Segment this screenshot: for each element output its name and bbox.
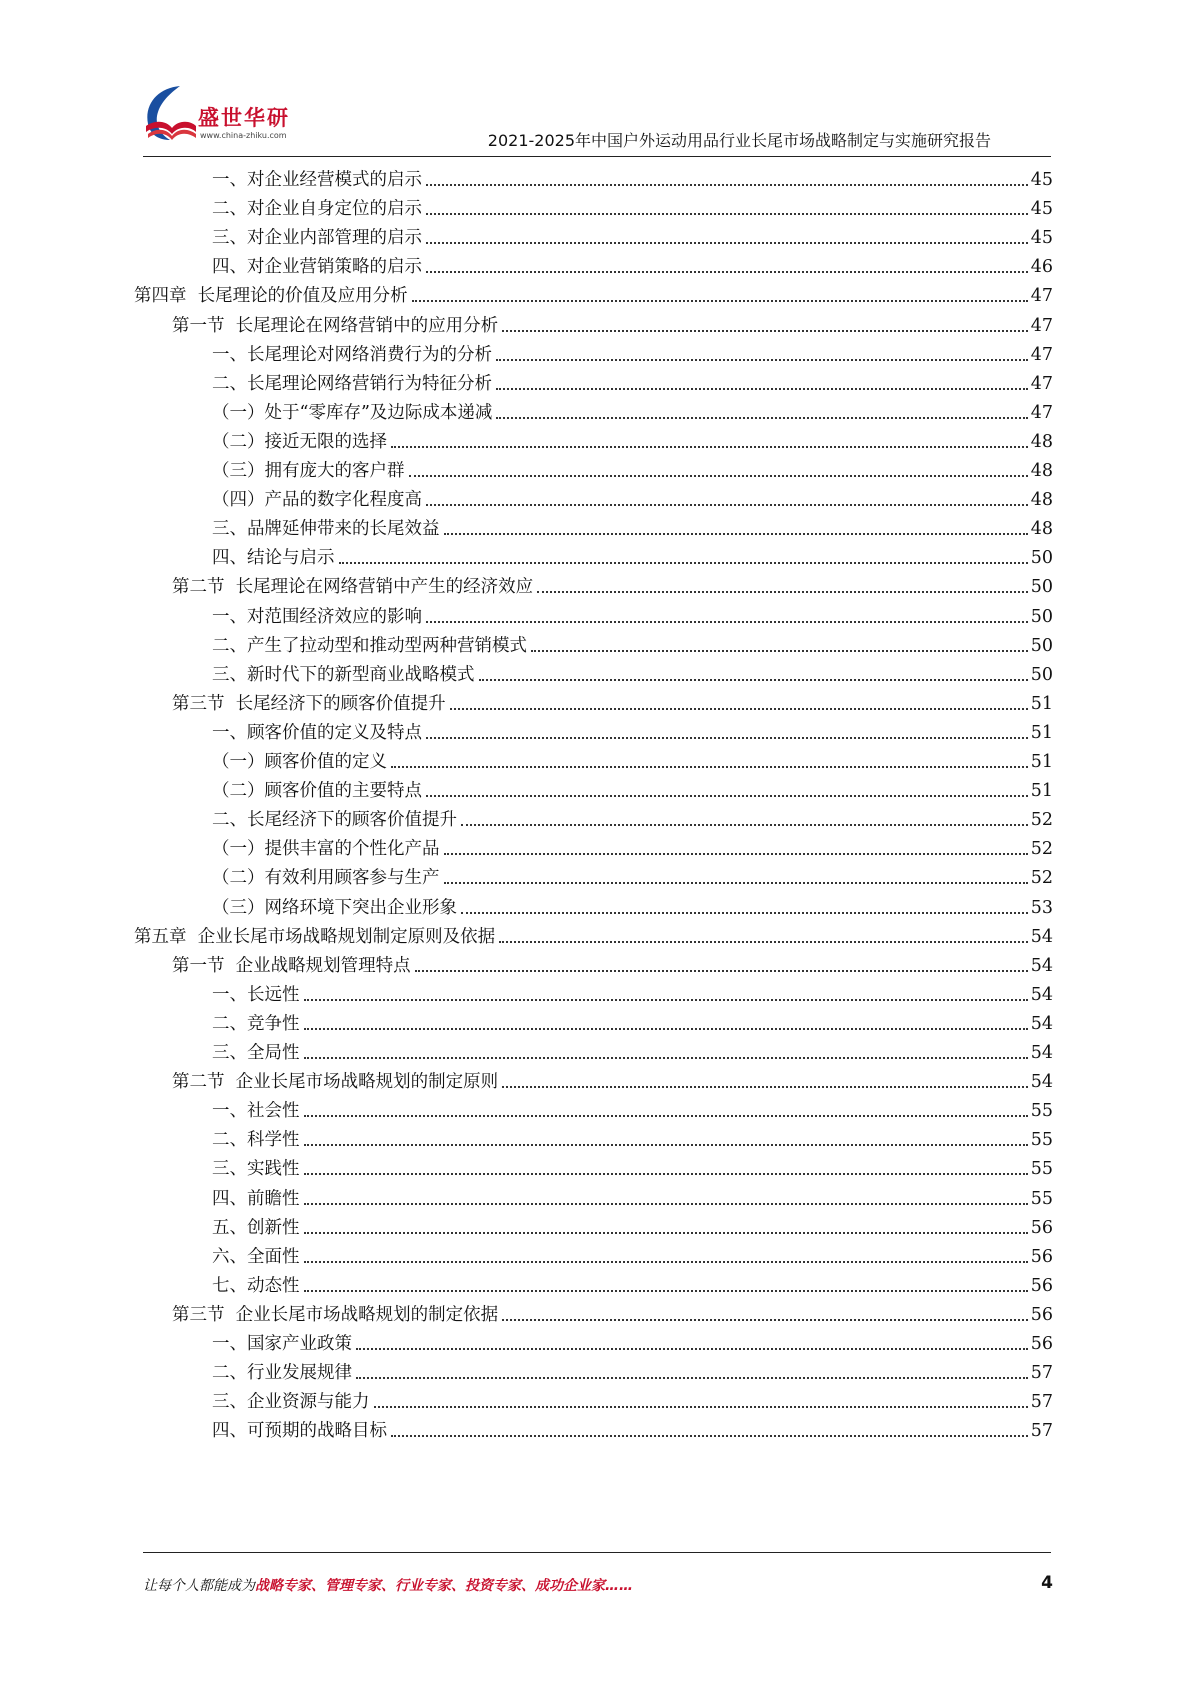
toc-entry-label: 四、可预期的战略目标 bbox=[212, 1421, 387, 1442]
toc-entry-page: 51 bbox=[1030, 752, 1053, 772]
toc-entry-label: 一、国家产业政策 bbox=[212, 1334, 352, 1354]
toc-entry[interactable] bbox=[212, 1382, 1053, 1413]
toc-entry[interactable] bbox=[212, 160, 1053, 191]
header-divider bbox=[143, 156, 1051, 157]
toc-entry-label: 第一节 企业战略规划管理特点 bbox=[172, 955, 411, 976]
toc-entry[interactable] bbox=[172, 567, 1053, 598]
toc-entry[interactable] bbox=[212, 218, 1053, 249]
toc-leader-dots bbox=[415, 969, 1028, 972]
toc-entry-label: （二）有效利用顾客参与生产 bbox=[212, 868, 440, 889]
toc-entry-label: 三、全局性 bbox=[212, 1043, 300, 1063]
toc-leader-dots bbox=[304, 1143, 1028, 1146]
toc-entry[interactable] bbox=[212, 364, 1053, 395]
toc-entry[interactable] bbox=[212, 771, 1053, 802]
toc-entry-page: 54 bbox=[1030, 1043, 1053, 1063]
toc-entry-label: 二、科学性 bbox=[212, 1130, 300, 1151]
toc-entry-page: 55 bbox=[1030, 1159, 1053, 1180]
toc-leader-dots bbox=[461, 911, 1028, 914]
toc-leader-dots bbox=[426, 183, 1028, 186]
toc-leader-dots bbox=[304, 1027, 1028, 1030]
toc-entry-page: 48 bbox=[1030, 431, 1053, 452]
toc-leader-dots bbox=[426, 736, 1028, 739]
toc-entry-page: 57 bbox=[1030, 1421, 1053, 1442]
toc-entry-page: 53 bbox=[1030, 897, 1053, 918]
toc-entry-label: 一、长远性 bbox=[212, 984, 300, 1005]
toc-leader-dots bbox=[479, 678, 1028, 681]
toc-entry-page: 54 bbox=[1030, 1013, 1053, 1034]
toc-entry[interactable] bbox=[212, 1033, 1053, 1064]
toc-leader-dots bbox=[304, 998, 1028, 1001]
toc-entry-page: 52 bbox=[1030, 868, 1053, 889]
toc-entry-page: 51 bbox=[1030, 693, 1053, 714]
toc-entry-page: 45 bbox=[1030, 199, 1053, 220]
toc-entry[interactable] bbox=[212, 393, 1053, 424]
toc-entry[interactable] bbox=[212, 655, 1053, 686]
toc-entry[interactable] bbox=[212, 1353, 1053, 1384]
toc-leader-dots bbox=[496, 387, 1028, 390]
toc-entry-page: 47 bbox=[1030, 373, 1053, 394]
toc-entry-page: 45 bbox=[1030, 170, 1053, 190]
toc-entry-page: 55 bbox=[1030, 1188, 1053, 1209]
toc-entry-label: 第三节 企业长尾市场战略规划的制定依据 bbox=[172, 1304, 499, 1325]
toc-entry-label: 一、对范围经济效应的影响 bbox=[212, 606, 422, 627]
logo-name: 盛世华研 bbox=[198, 106, 290, 130]
toc-entry-page: 56 bbox=[1030, 1304, 1053, 1325]
toc-entry-page: 45 bbox=[1030, 228, 1053, 249]
page-number: 4 bbox=[1041, 1573, 1053, 1593]
toc-entry-page: 47 bbox=[1030, 315, 1053, 336]
toc-entry-label: 二、产生了拉动型和推动型两种营销模式 bbox=[212, 635, 527, 656]
toc-entry-page: 50 bbox=[1030, 635, 1053, 656]
footer-slogan bbox=[143, 1575, 633, 1595]
toc-entry-label: 二、长尾理论网络营销行为特征分析 bbox=[212, 373, 492, 394]
toc-leader-dots bbox=[339, 561, 1028, 564]
toc-entry-label: 三、实践性 bbox=[212, 1159, 300, 1180]
toc-entry-page: 47 bbox=[1030, 286, 1053, 307]
toc-entry-label: 五、创新性 bbox=[212, 1217, 300, 1238]
toc-entry-label: 二、长尾经济下的顾客价值提升 bbox=[212, 810, 457, 831]
toc-entry[interactable] bbox=[212, 858, 1053, 889]
toc-entry-page: 54 bbox=[1030, 1072, 1053, 1093]
toc-entry[interactable] bbox=[212, 451, 1053, 482]
toc-entry[interactable] bbox=[212, 1208, 1053, 1239]
toc-entry-label: 七、动态性 bbox=[212, 1275, 300, 1296]
toc-entry-label: 第二节 长尾理论在网络营销中产生的经济效应 bbox=[172, 577, 534, 598]
toc-leader-dots bbox=[391, 1434, 1028, 1437]
toc-leader-dots bbox=[461, 823, 1028, 826]
toc-entry-page: 56 bbox=[1030, 1246, 1053, 1267]
toc-entry-page: 51 bbox=[1030, 781, 1053, 802]
toc-entry[interactable] bbox=[212, 800, 1053, 831]
toc-entry-page: 51 bbox=[1030, 722, 1053, 743]
toc-entry-page: 56 bbox=[1030, 1217, 1053, 1238]
toc-entry-page: 50 bbox=[1030, 548, 1053, 569]
toc-leader-dots bbox=[444, 532, 1028, 535]
toc-leader-dots bbox=[426, 270, 1028, 273]
toc-leader-dots bbox=[444, 881, 1028, 884]
toc-entry-label: （三）网络环境下突出企业形象 bbox=[212, 897, 457, 918]
toc-entry-page: 54 bbox=[1030, 926, 1053, 947]
toc-leader-dots bbox=[412, 299, 1028, 302]
logo-mark-icon bbox=[140, 82, 200, 144]
toc-leader-dots bbox=[304, 1202, 1028, 1205]
toc-entry-label: 第二节 企业长尾市场战略规划的制定原则 bbox=[172, 1072, 499, 1093]
toc-entry-page: 48 bbox=[1030, 490, 1053, 511]
toc-entry-page: 56 bbox=[1030, 1334, 1053, 1354]
toc-entry[interactable] bbox=[172, 1062, 1053, 1093]
toc-entry-page: 56 bbox=[1030, 1275, 1053, 1296]
toc-entry-label: 一、长尾理论对网络消费行为的分析 bbox=[212, 344, 492, 365]
toc-entry-page: 48 bbox=[1030, 519, 1053, 540]
toc-entry-page: 46 bbox=[1030, 257, 1053, 278]
toc-leader-dots bbox=[304, 1289, 1028, 1292]
toc-leader-dots bbox=[496, 416, 1027, 419]
toc-entry[interactable] bbox=[172, 946, 1053, 977]
toc-entry[interactable] bbox=[212, 975, 1053, 1006]
toc-leader-dots bbox=[502, 1318, 1028, 1321]
toc-entry-label: 四、前瞻性 bbox=[212, 1188, 300, 1209]
toc-entry-page: 57 bbox=[1030, 1363, 1053, 1384]
toc-entry-label: （三）拥有庞大的客户群 bbox=[212, 461, 405, 481]
toc-entry-page: 57 bbox=[1030, 1392, 1053, 1413]
toc-entry-page: 54 bbox=[1030, 984, 1053, 1005]
logo-url: www.china-zhiku.com bbox=[200, 131, 287, 140]
toc-entry[interactable] bbox=[212, 1149, 1053, 1180]
toc-entry[interactable] bbox=[212, 713, 1053, 744]
toc-leader-dots bbox=[499, 940, 1028, 943]
toc-entry-page: 52 bbox=[1030, 810, 1053, 831]
toc-entry-label: 一、顾客价值的定义及特点 bbox=[212, 722, 422, 743]
toc-entry[interactable] bbox=[212, 1237, 1053, 1268]
toc-entry[interactable] bbox=[134, 276, 1053, 307]
toc-entry-page: 55 bbox=[1030, 1130, 1053, 1151]
toc-leader-dots bbox=[391, 765, 1028, 768]
toc-leader-dots bbox=[426, 794, 1028, 797]
toc-entry[interactable] bbox=[212, 1091, 1053, 1122]
toc-leader-dots bbox=[444, 852, 1028, 855]
toc-entry-label: （一）提供丰富的个性化产品 bbox=[212, 839, 440, 860]
toc-leader-dots bbox=[374, 1405, 1028, 1408]
toc-leader-dots bbox=[426, 241, 1028, 244]
toc-leader-dots bbox=[426, 503, 1028, 506]
toc-entry-label: （四）产品的数字化程度高 bbox=[212, 490, 422, 511]
toc-entry-label: （一）处于“零库存”及边际成本递减 bbox=[212, 402, 493, 423]
toc-entry[interactable] bbox=[212, 247, 1053, 278]
toc-entry[interactable] bbox=[172, 684, 1053, 715]
toc-entry[interactable] bbox=[212, 888, 1053, 919]
toc-entry[interactable] bbox=[212, 1324, 1053, 1355]
toc-leader-dots bbox=[426, 620, 1028, 623]
toc-leader-dots bbox=[304, 1114, 1028, 1117]
toc-entry-label: 第四章 长尾理论的价值及应用分析 bbox=[134, 286, 408, 307]
toc-leader-dots bbox=[426, 212, 1028, 215]
toc-entry[interactable] bbox=[172, 1295, 1053, 1326]
toc-entry[interactable] bbox=[212, 1120, 1053, 1151]
toc-entry-page: 47 bbox=[1030, 402, 1053, 423]
toc-entry-label: 二、行业发展规律 bbox=[212, 1363, 352, 1384]
toc-entry-page: 55 bbox=[1030, 1101, 1053, 1122]
toc-entry-label: （一）顾客价值的定义 bbox=[212, 752, 387, 772]
toc-leader-dots bbox=[356, 1347, 1028, 1350]
toc-entry[interactable] bbox=[212, 597, 1053, 628]
toc-entry-label: 四、对企业营销策略的启示 bbox=[212, 257, 422, 278]
toc-entry-label: 一、对企业经营模式的启示 bbox=[212, 170, 422, 190]
toc-leader-dots bbox=[496, 358, 1028, 361]
toc-entry-page: 48 bbox=[1030, 461, 1053, 481]
toc-entry-label: 三、新时代下的新型商业战略模式 bbox=[212, 664, 475, 685]
slogan-highlight: 战略专家、管理专家、行业专家、投资专家、成功企业家…… bbox=[255, 1578, 633, 1594]
toc-entry-label: 三、对企业内部管理的启示 bbox=[212, 228, 422, 249]
toc-entry[interactable] bbox=[212, 1004, 1053, 1035]
toc-entry-page: 50 bbox=[1030, 664, 1053, 685]
toc-leader-dots bbox=[356, 1376, 1028, 1379]
toc-entry-label: （二）接近无限的选择 bbox=[212, 431, 387, 452]
toc-entry[interactable] bbox=[212, 480, 1053, 511]
brand-logo bbox=[140, 82, 310, 152]
toc-entry-label: 第三节 长尾经济下的顾客价值提升 bbox=[172, 693, 446, 714]
toc-leader-dots bbox=[304, 1056, 1028, 1059]
toc-entry[interactable] bbox=[212, 335, 1053, 366]
toc-entry[interactable] bbox=[134, 917, 1053, 948]
toc-entry[interactable] bbox=[212, 829, 1053, 860]
page-header bbox=[0, 0, 1191, 160]
toc-entry[interactable] bbox=[212, 538, 1053, 569]
toc-entry-page: 54 bbox=[1030, 955, 1053, 976]
toc-entry-label: 六、全面性 bbox=[212, 1246, 300, 1267]
toc-entry-page: 47 bbox=[1030, 344, 1053, 365]
toc-leader-dots bbox=[391, 445, 1028, 448]
toc-leader-dots bbox=[450, 707, 1028, 710]
toc-leader-dots bbox=[409, 474, 1028, 477]
toc-entry[interactable] bbox=[212, 1411, 1053, 1442]
toc-entry-label: 三、企业资源与能力 bbox=[212, 1392, 370, 1413]
toc-entry-label: 第一节 长尾理论在网络营销中的应用分析 bbox=[172, 315, 499, 336]
toc-entry-page: 52 bbox=[1030, 839, 1053, 860]
toc-entry[interactable] bbox=[212, 1266, 1053, 1297]
toc-leader-dots bbox=[537, 590, 1028, 593]
toc-leader-dots bbox=[304, 1260, 1028, 1263]
toc-leader-dots bbox=[304, 1231, 1028, 1234]
toc-entry[interactable] bbox=[212, 742, 1053, 773]
toc-entry[interactable] bbox=[212, 422, 1053, 453]
toc-entry[interactable] bbox=[212, 1179, 1053, 1210]
toc-leader-dots bbox=[502, 1085, 1028, 1088]
toc-entry-label: 三、品牌延伸带来的长尾效益 bbox=[212, 519, 440, 540]
toc-entry-label: 第五章 企业长尾市场战略规划制定原则及依据 bbox=[134, 926, 496, 947]
toc-entry-label: 四、结论与启示 bbox=[212, 548, 335, 569]
toc-entry-label: 二、竞争性 bbox=[212, 1013, 300, 1034]
toc-entry-label: （二）顾客价值的主要特点 bbox=[212, 781, 422, 802]
toc-entry[interactable] bbox=[212, 189, 1053, 220]
toc-entry-page: 50 bbox=[1030, 606, 1053, 627]
footer-divider bbox=[143, 1552, 1051, 1553]
toc-entry[interactable] bbox=[212, 626, 1053, 657]
toc-entry[interactable] bbox=[172, 306, 1053, 337]
toc-entry[interactable] bbox=[212, 509, 1053, 540]
report-title: 2021-2025年中国户外运动用品行业长尾市场战略制定与实施研究报告 bbox=[487, 131, 991, 150]
toc-leader-dots bbox=[531, 649, 1028, 652]
slogan-lead: 让每个人都能成为 bbox=[143, 1578, 255, 1594]
toc-entry-label: 一、社会性 bbox=[212, 1101, 300, 1122]
toc-entry-page: 50 bbox=[1030, 577, 1053, 598]
toc-leader-dots bbox=[304, 1172, 1028, 1175]
toc-leader-dots bbox=[502, 329, 1028, 332]
toc-entry-label: 二、对企业自身定位的启示 bbox=[212, 199, 422, 220]
